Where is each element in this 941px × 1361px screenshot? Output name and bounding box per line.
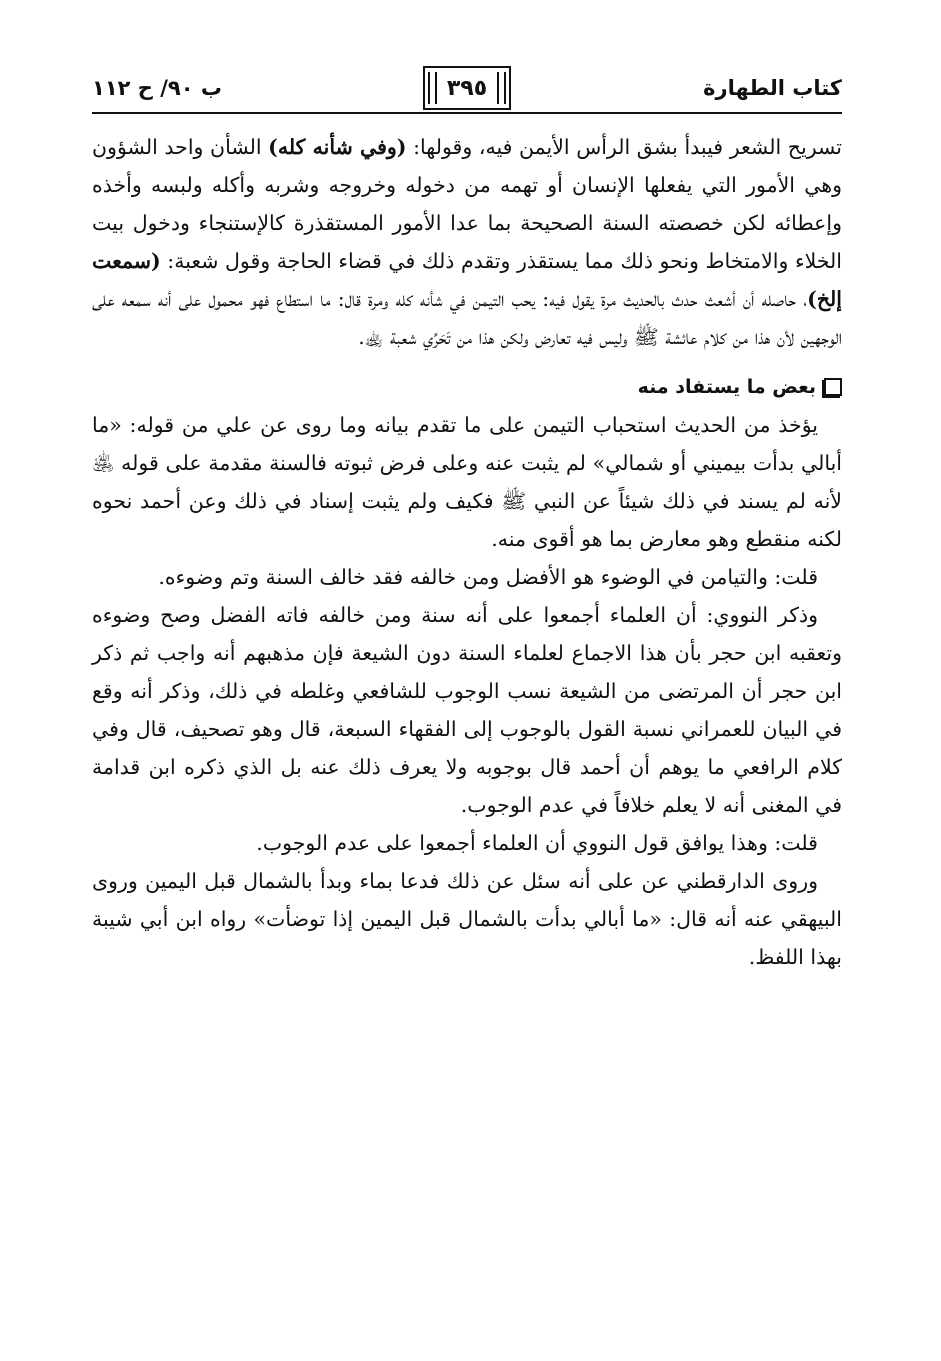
checkbox-square-icon	[824, 378, 842, 396]
page	[92, 68, 842, 976]
paragraph-3: قلت: والتيامن في الوضوء هو الأفضل ومن خالفه فقد خالف السنة وتم وضوءه.	[158, 565, 818, 589]
paragraph-2: يؤخذ من الحديث استحباب التيمن على ما تقدم بيانه وما روى عن علي من قوله: «ما أبالي بدأت بيميني أو شمالي» لم يثبت عنه وعلى فرض ثبوته فالسنة مقدمة على قوله ﵁ لأنه لم يسند في ذلك شيئاً عن النبي ﷺ فكيف ولم يثبت إسناد في ذلك وعن أحمد نحوه لكنه منقطع وهو معارض بما هو أقوى منه.	[92, 413, 842, 551]
quote-fi-shanihi: (وفي شأنه كله)	[268, 135, 407, 159]
paragraph-4: وذكر النووي: أن العلماء أجمعوا على أنه سنة ومن خالفه فاته الفضل وصح وضوءه وتعقبه ابن حجر بأن هذا الاجماع لعلماء السنة دون الشيعة فإن مذهبهم أنه واجب ثم ذكر ابن حجر أن المرتضى من الشيعة نسب الوجوب للشافعي وغلطه في ذلك، وذكر أنه وقع في البيان للعمراني نسبة القول بالوجوب إلى الفقهاء السبعة، قال وهو تصحيف، قال وفي كلام الرافعي ما يوهم أن أحمد قال بوجوبه ولا يعرف ذلك عنه بل الذي ذكره ابن قدامة في المغنى أنه لا يعلم خلافاً في عدم الوجوب.	[92, 603, 842, 817]
page-number: ٣٩٥	[423, 66, 511, 110]
page-header	[92, 68, 842, 114]
paragraph-6: وروى الدارقطني عن على أنه سئل عن ذلك فدعا بماء وبدأ بالشمال قبل اليمين وروى البيهقي عنه أنه قال: «ما أبالي بدأت بالشمال قبل اليمين إذا توضأت» رواه ابن أبي شيبة بهذا اللفظ.	[92, 869, 842, 969]
paragraph-5: قلت: وهذا يوافق قول النووي أن العلماء أجمعوا على عدم الوجوب.	[256, 831, 818, 855]
paragraph-1-text-c: ، حاصله أن أشعث حدث بالحديث مرة يقول فيه: يحب التيمن في شأنه كله ومرة قال: ما استطاع فهو محمول على أنه سمعه على الوجهين لأن هذا من كلام عائشة ﷺ وليس فيه تعارض ولكن هذا من تَحَرِّي شعبة ﵀.	[92, 287, 842, 349]
paragraph-1-text-a: تسريح الشعر فيبدأ بشق الرأس الأيمن فيه، وقولها:	[406, 135, 842, 159]
paragraph-1	[92, 128, 842, 356]
hadith-reference: ب ٩٠/ ح ١١٢	[92, 76, 222, 100]
section-heading-text: بعض ما يستفاد منه	[637, 376, 816, 398]
book-title: كتاب الطهارة	[703, 76, 842, 100]
page-content	[92, 128, 842, 976]
section-heading	[92, 368, 842, 406]
quote-samitu: (سمعت إلخ)	[92, 249, 842, 311]
paragraph-1-text-b: الشأن واحد الشؤون وهي الأمور التي يفعلها الإنسان أو تهمه من دخوله وخروجه وشربه وأكله ولبسه وأخذه وإعطائه لكن خصصته السنة الصحيحة بما عدا الأمور المستقذرة كالإستنجاء ودخول بيت الخلاء والامتخاط ونحو ذلك مما يستقذر وتقدم ذلك في قضاء الحاجة وقول شعبة:	[92, 135, 842, 273]
